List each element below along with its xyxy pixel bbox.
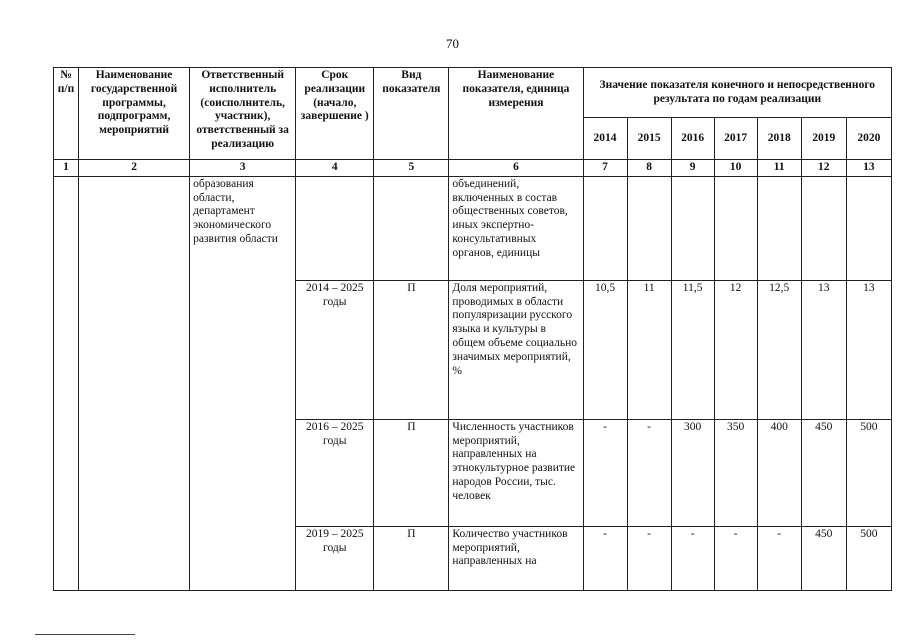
- kind-cell: [374, 176, 449, 280]
- indicator-cell: Доля мероприятий, проводимых в области популяризации русского языка и культуры в общем объеме социально значимых мероприятий, %: [449, 280, 583, 419]
- column-number: 12: [801, 160, 846, 177]
- value-cell: 500: [846, 526, 891, 590]
- kind-cell: П: [374, 280, 449, 419]
- value-cell: -: [627, 419, 671, 526]
- value-cell: [714, 176, 757, 280]
- header-values-group: Значение показателя конечного и непосредственного результата по годам реализации: [583, 68, 891, 118]
- kind-cell: П: [374, 526, 449, 590]
- value-cell: 400: [757, 419, 801, 526]
- value-cell: 12: [714, 280, 757, 419]
- column-number: 2: [79, 160, 190, 177]
- value-cell: [671, 176, 714, 280]
- value-cell: 11,5: [671, 280, 714, 419]
- value-cell: 12,5: [757, 280, 801, 419]
- value-cell: [627, 176, 671, 280]
- header-program: Наименование государственной программы, подпрограмм, мероприятий: [79, 68, 190, 160]
- program-cell: [79, 176, 190, 590]
- column-number: 8: [627, 160, 671, 177]
- value-cell: 350: [714, 419, 757, 526]
- header-num: № п/п: [54, 68, 79, 160]
- header-year-2017: 2017: [714, 118, 757, 160]
- column-number: 9: [671, 160, 714, 177]
- footer-divider: [35, 634, 135, 635]
- header-indicator: Наименование показателя, единица измерения: [449, 68, 583, 160]
- column-number: 6: [449, 160, 583, 177]
- header-year-2015: 2015: [627, 118, 671, 160]
- period-cell: 2014 – 2025 годы: [296, 280, 374, 419]
- column-number: 11: [757, 160, 801, 177]
- value-cell: 450: [801, 419, 846, 526]
- period-cell: 2016 – 2025 годы: [296, 419, 374, 526]
- column-number: 1: [54, 160, 79, 177]
- header-year-2019: 2019: [801, 118, 846, 160]
- executor-cell: образования области, департамент экономического развития области: [190, 176, 296, 590]
- value-cell: 450: [801, 526, 846, 590]
- column-number: 5: [374, 160, 449, 177]
- kind-cell: П: [374, 419, 449, 526]
- value-cell: 11: [627, 280, 671, 419]
- value-cell: 13: [846, 280, 891, 419]
- value-cell: -: [714, 526, 757, 590]
- value-cell: [801, 176, 846, 280]
- value-cell: 13: [801, 280, 846, 419]
- column-number: 10: [714, 160, 757, 177]
- page-number: 70: [446, 36, 459, 51]
- value-cell: -: [583, 526, 627, 590]
- header-year-2016: 2016: [671, 118, 714, 160]
- period-cell: [296, 176, 374, 280]
- value-cell: 500: [846, 419, 891, 526]
- header-year-2018: 2018: [757, 118, 801, 160]
- value-cell: 10,5: [583, 280, 627, 419]
- value-cell: [846, 176, 891, 280]
- column-numbers-row: [54, 160, 892, 177]
- num-cell: [54, 176, 79, 590]
- value-cell: -: [583, 419, 627, 526]
- table-row: [54, 176, 892, 280]
- header-executor: Ответственный исполнитель (соисполнитель, участник), ответственный за реализацию: [190, 68, 296, 160]
- column-number: 13: [846, 160, 891, 177]
- header-period: Срок реализации (начало, завершение ): [296, 68, 374, 160]
- column-number: 7: [583, 160, 627, 177]
- indicator-cell: Количество участников мероприятий, направленных на: [449, 526, 583, 590]
- indicator-cell: объединений, включенных в состав общественных советов, иных экспертно-консультативных органов, единицы: [449, 176, 583, 280]
- column-number: 3: [190, 160, 296, 177]
- header-year-2014: 2014: [583, 118, 627, 160]
- indicators-table: [53, 67, 892, 591]
- value-cell: -: [757, 526, 801, 590]
- value-cell: [757, 176, 801, 280]
- column-number: 4: [296, 160, 374, 177]
- value-cell: [583, 176, 627, 280]
- period-cell: 2019 – 2025 годы: [296, 526, 374, 590]
- value-cell: -: [627, 526, 671, 590]
- value-cell: 300: [671, 419, 714, 526]
- indicator-cell: Численность участников мероприятий, направленных на этнокультурное развитие народов России, тыс. человек: [449, 419, 583, 526]
- header-kind: Вид показателя: [374, 68, 449, 160]
- value-cell: -: [671, 526, 714, 590]
- header-year-2020: 2020: [846, 118, 891, 160]
